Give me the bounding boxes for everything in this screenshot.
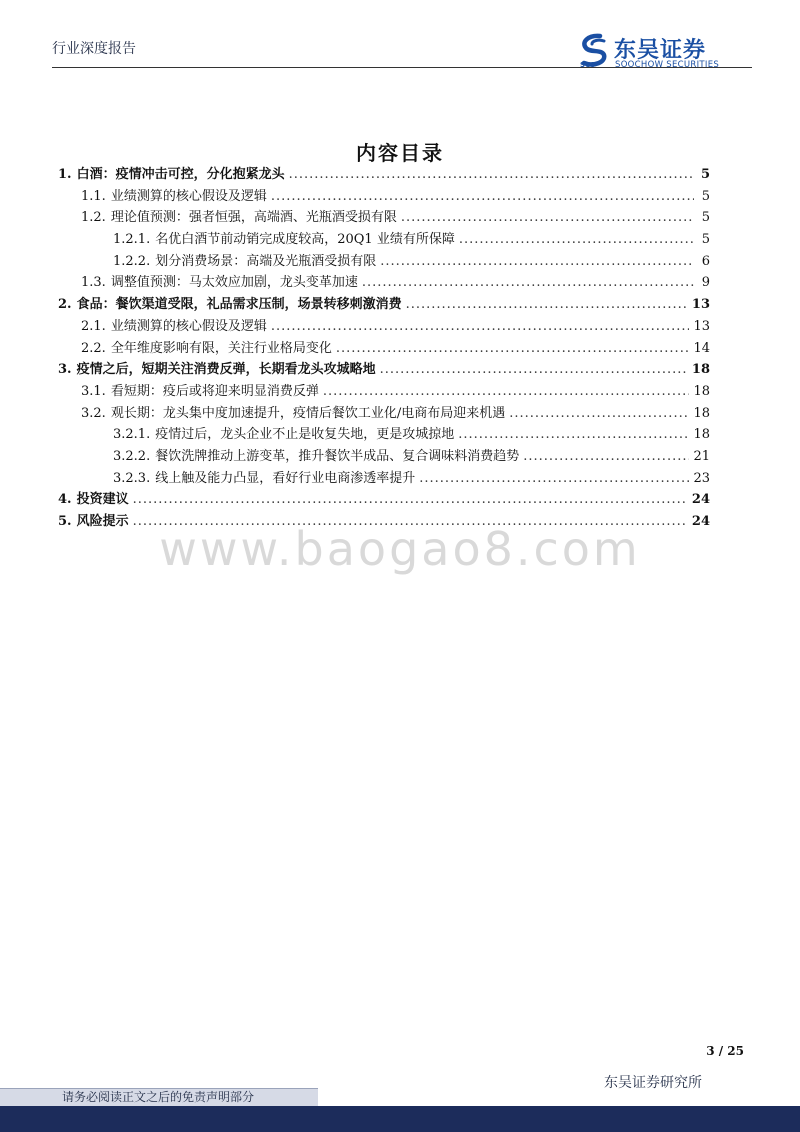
toc-entry-title: 调整值预测：马太效应加剧，龙头变革加速	[110, 275, 358, 291]
toc-entry-number: 3.2.2.	[113, 448, 151, 464]
toc-entry[interactable]	[58, 315, 710, 337]
toc-entry[interactable]	[58, 467, 710, 489]
toc-entry-number: 1.	[58, 167, 72, 182]
toc-entry-leader	[458, 427, 689, 442]
toc-entry-page: 5	[701, 232, 710, 248]
toc-entry-number: 1.1.	[81, 188, 106, 204]
toc-entry-leader	[401, 210, 694, 225]
toc-entry-title: 全年维度影响有限，关注行业格局变化	[110, 340, 332, 356]
toc-entry-number: 5.	[58, 514, 72, 529]
toc-entry-title: 白酒：疫情冲击可控，分化抱紧龙头	[76, 167, 285, 182]
toc-entry-title: 餐饮洗牌推动上游变革，推升餐饮半成品、复合调味料消费趋势	[155, 448, 520, 464]
toc-entry[interactable]	[58, 228, 710, 250]
toc-entry-leader	[323, 384, 690, 399]
disclaimer-banner	[0, 1088, 318, 1106]
toc-entry-number: 3.2.1.	[113, 427, 151, 443]
toc-entry-leader	[380, 362, 688, 377]
toc-entry-page: 5	[700, 167, 710, 182]
toc-entry-page: 24	[691, 514, 710, 529]
toc-title: 内容目录	[356, 141, 444, 165]
toc-entry[interactable]	[58, 185, 710, 207]
toc-entry[interactable]	[58, 402, 710, 424]
toc-entry-page: 9	[701, 275, 710, 291]
toc-entry[interactable]	[58, 206, 710, 228]
toc-entry-title: 食品：餐饮渠道受限，礼品需求压制，场景转移刺激消费	[76, 297, 402, 313]
footer-institute: 东吴证券研究所	[604, 1075, 702, 1091]
toc-entry-number: 1.2.	[81, 210, 106, 226]
toc-entry-page: 6	[701, 253, 710, 269]
page-indicator: 3 / 25	[706, 1044, 744, 1058]
toc-entry-page: 5	[701, 210, 710, 226]
toc-entry-page: 13	[691, 297, 710, 313]
toc-entry-page: 23	[693, 470, 710, 486]
toc-entry[interactable]	[58, 358, 710, 380]
toc-entry[interactable]	[58, 380, 710, 402]
toc-entry-title: 划分消费场景：高端及光瓶酒受损有限	[155, 253, 377, 269]
toc-entry-leader	[362, 275, 694, 290]
toc-entry-title: 业绩测算的核心假设及逻辑	[110, 188, 267, 204]
toc-entry-title: 看短期：疫后或将迎来明显消费反弹	[110, 383, 319, 399]
toc-entry-leader	[523, 449, 689, 464]
logo-chinese-name: 东吴证券	[614, 38, 707, 63]
toc-entry-number: 1.2.2.	[113, 253, 151, 269]
toc-entry[interactable]	[58, 293, 710, 315]
report-type-label: 行业深度报告	[52, 41, 136, 57]
toc-entry-title: 投资建议	[76, 492, 129, 508]
toc-entry-leader	[289, 167, 694, 182]
toc-entry[interactable]	[58, 445, 710, 467]
toc-entry-number: 1.2.1.	[113, 232, 151, 248]
table-of-contents	[58, 163, 710, 532]
toc-entry-page: 21	[693, 448, 710, 464]
toc-entry-page: 24	[691, 492, 710, 508]
toc-entry-page: 13	[693, 318, 710, 334]
toc-entry-page: 14	[693, 340, 710, 356]
toc-entry-title: 线上触及能力凸显，看好行业电商渗透率提升	[155, 470, 416, 486]
toc-entry-number: 2.1.	[81, 318, 106, 334]
toc-entry-leader	[459, 232, 694, 247]
toc-entry-number: 1.3.	[81, 275, 106, 291]
toc-entry[interactable]	[58, 423, 710, 445]
toc-entry-number: 4.	[58, 492, 72, 508]
toc-entry[interactable]	[58, 488, 710, 510]
toc-entry-page: 18	[691, 362, 710, 378]
toc-entry-page: 18	[693, 427, 710, 443]
toc-entry-number: 3.	[58, 362, 72, 378]
toc-entry-title: 理论值预测：强者恒强，高端酒、光瓶酒受损有限	[110, 210, 397, 226]
toc-entry[interactable]	[58, 250, 710, 272]
toc-entry-number: 2.	[58, 297, 72, 313]
toc-entry-number: 3.2.	[81, 405, 106, 421]
toc-entry[interactable]	[58, 337, 710, 359]
toc-entry-title: 名优白酒节前动销完成度较高，20Q1 业绩有所保障	[155, 232, 455, 248]
toc-entry-leader	[509, 406, 689, 421]
toc-entry-page: 5	[701, 188, 710, 204]
logo-abbr: SCS	[580, 61, 596, 69]
toc-entry-leader	[133, 492, 688, 507]
toc-entry-number: 3.1.	[81, 383, 106, 399]
toc-entry-title: 疫情过后，龙头企业不止是收复失地，更是攻城掠地	[155, 427, 455, 443]
header-divider	[52, 67, 752, 68]
logo-english-name: SOOCHOW SECURITIES	[615, 60, 720, 70]
toc-entry-title: 疫情之后，短期关注消费反弹，长期看龙头攻城略地	[76, 362, 376, 378]
toc-entry-number: 3.2.3.	[113, 470, 151, 486]
toc-entry-leader	[271, 189, 694, 204]
toc-entry-leader	[419, 471, 689, 486]
toc-entry-page: 18	[693, 383, 710, 399]
toc-entry[interactable]	[58, 163, 710, 185]
toc-entry-title: 风险提示	[76, 514, 129, 529]
toc-entry-number: 2.2.	[81, 340, 106, 356]
toc-entry-leader	[271, 319, 690, 334]
watermark: www.baogao8.com	[159, 522, 641, 576]
toc-entry-page: 18	[693, 405, 710, 421]
disclaimer-text: 请务必阅读正文之后的免责声明部分	[62, 1090, 255, 1104]
toc-entry-leader	[380, 254, 694, 269]
footer-bar	[0, 1106, 800, 1132]
toc-entry[interactable]	[58, 271, 710, 293]
toc-entry-leader	[406, 297, 688, 312]
toc-entry-title: 业绩测算的核心假设及逻辑	[110, 318, 267, 334]
toc-entry-title: 观长期：龙头集中度加速提升，疫情后餐饮工业化/电商布局迎来机遇	[110, 405, 506, 421]
toc-entry-leader	[336, 341, 690, 356]
